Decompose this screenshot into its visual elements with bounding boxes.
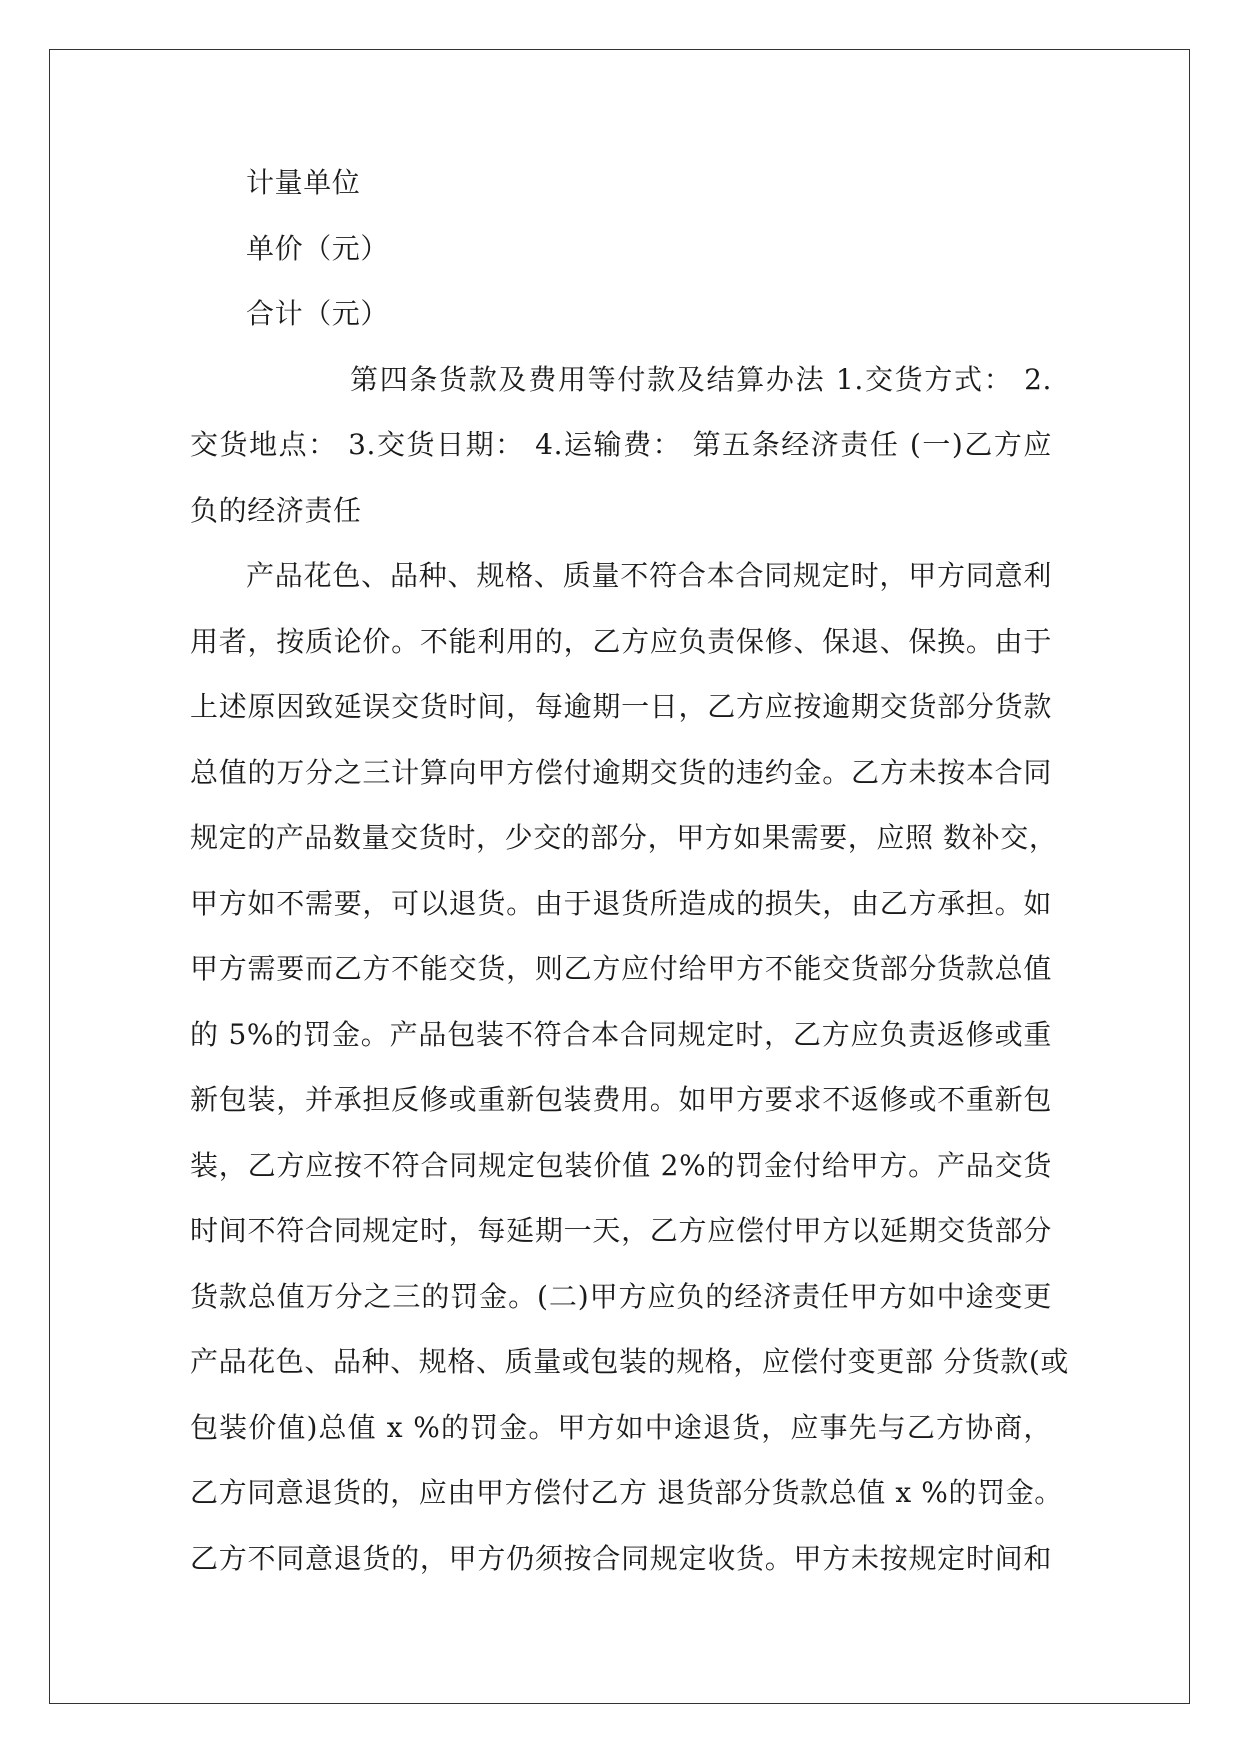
text-line: 第四条货款及费用等付款及结算办法 1.交货方式： 2.: [350, 362, 1052, 396]
text-line: 产品花色、品种、规格、质量不符合本合同规定时，甲方同意利: [246, 559, 1052, 592]
text-line: 装，乙方应按不符合同规定包装价值 2%的罚金付给甲方。产品交货: [190, 1148, 1052, 1182]
text-line: 新包装，并承担反修或重新包装费用。如甲方要求不返修或不重新包: [190, 1083, 1052, 1116]
text-line: 甲方如不需要，可以退货。由于退货所造成的损失，由乙方承担。如: [190, 886, 1052, 920]
text-line: 的 5%的罚金。产品包装不符合本合同规定时，乙方应负责返修或重: [190, 1017, 1052, 1051]
text-line: 规定的产品数量交货时，少交的部分，甲方如果需要，应照 数补交，: [190, 821, 1058, 854]
text-line: 包装价值)总值 x %的罚金。甲方如中途退货，应事先与乙方协商，: [190, 1410, 1052, 1444]
text-line: 产品花色、品种、规格、质量或包装的规格，应偿付变更部 分货款(或: [190, 1345, 1070, 1378]
text-line: 单价（元）: [246, 231, 390, 265]
text-line: 乙方不同意退货的，甲方仍须按合同规定收货。甲方未按规定时间和: [190, 1541, 1052, 1575]
text-line: 负的经济责任: [190, 493, 362, 527]
text-line: 乙方同意退货的，应由甲方偿付乙方 退货部分货款总值 x %的罚金。: [190, 1476, 1063, 1509]
text-line: 货款总值万分之三的罚金。(二)甲方应负的经济责任甲方如中途变更: [190, 1279, 1052, 1313]
text-line: 上述原因致延误交货时间，每逾期一日，乙方应按逾期交货部分货款: [190, 690, 1052, 723]
text-line: 计量单位: [246, 166, 361, 199]
text-line: 总值的万分之三计算向甲方偿付逾期交货的违约金。乙方未按本合同: [190, 755, 1052, 789]
text-line: 甲方需要而乙方不能交货，则乙方应付给甲方不能交货部分货款总值: [190, 952, 1052, 985]
text-line: 交货地点： 3.交货日期： 4.运输费： 第五条经济责任 (一)乙方应: [190, 428, 1052, 461]
text-line: 用者，按质论价。不能利用的，乙方应负责保修、保退、保换。由于: [190, 624, 1052, 658]
document-body: [190, 150, 1070, 1591]
text-line: 合计（元）: [246, 297, 390, 330]
text-line: 时间不符合同规定时，每延期一天，乙方应偿付甲方以延期交货部分: [190, 1214, 1052, 1247]
